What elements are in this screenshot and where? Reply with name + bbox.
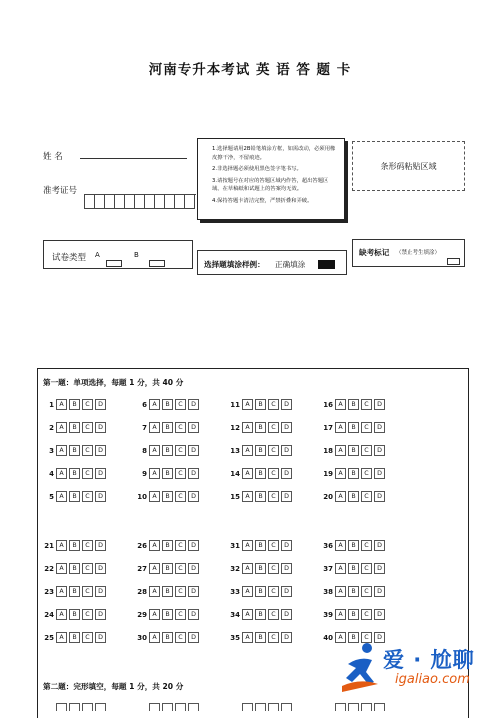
- question-row-partial: [228, 703, 294, 711]
- question-row: [228, 609, 294, 620]
- option-bubble-c[interactable]: C: [175, 491, 186, 502]
- option-bubble-d[interactable]: D: [374, 586, 385, 597]
- option-bubble-d[interactable]: D: [281, 468, 292, 479]
- option-bubble-d[interactable]: D: [95, 632, 106, 643]
- question-row: [228, 586, 294, 597]
- option-bubble-c[interactable]: C: [82, 563, 93, 574]
- option-bubble-d[interactable]: D: [374, 468, 385, 479]
- paper-type-a-label: A: [95, 251, 100, 259]
- option-bubble-a[interactable]: A: [335, 445, 346, 456]
- question-number: 28: [137, 587, 147, 596]
- question-row: [321, 609, 387, 620]
- question-row: [321, 399, 387, 410]
- question-row: [228, 445, 294, 456]
- option-bubble-a[interactable]: A: [149, 445, 160, 456]
- option-bubble-c[interactable]: C: [361, 491, 372, 502]
- option-bubble-a[interactable]: A: [242, 399, 253, 410]
- section2-title: 第二题：完形填空，每题 1 分，共 20 分: [43, 682, 184, 691]
- option-bubble-b[interactable]: B: [69, 540, 80, 551]
- option-bubble-a[interactable]: A: [335, 563, 346, 574]
- question-row: [135, 422, 201, 433]
- option-bubble-a[interactable]: A: [56, 632, 67, 643]
- section2-partial-row: [38, 703, 470, 711]
- option-bubble-b[interactable]: B: [255, 445, 266, 456]
- option-bubble-partial[interactable]: [188, 703, 199, 711]
- question-number: 22: [44, 564, 54, 573]
- option-bubble-c[interactable]: C: [268, 468, 279, 479]
- option-bubble-c[interactable]: C: [175, 609, 186, 620]
- option-bubble-c[interactable]: C: [175, 422, 186, 433]
- question-row: [135, 586, 201, 597]
- option-bubble-d[interactable]: D: [95, 563, 106, 574]
- barcode-label: 条形码粘贴区域: [380, 161, 437, 171]
- option-bubble-d[interactable]: D: [188, 563, 199, 574]
- option-bubble-b[interactable]: B: [255, 399, 266, 410]
- filled-sample-mark: [318, 260, 335, 269]
- option-bubble-c[interactable]: C: [268, 399, 279, 410]
- option-bubble-a[interactable]: A: [242, 563, 253, 574]
- option-bubble-d[interactable]: D: [95, 609, 106, 620]
- option-bubble-d[interactable]: D: [95, 422, 106, 433]
- question-number: 29: [137, 610, 147, 619]
- option-bubble-c[interactable]: C: [361, 468, 372, 479]
- question-number: 9: [142, 469, 147, 478]
- option-bubble-a[interactable]: A: [56, 445, 67, 456]
- option-bubble-partial[interactable]: [242, 703, 253, 711]
- question-number: 23: [44, 587, 54, 596]
- fill-sample-label: 选择题填涂样例：: [204, 260, 265, 269]
- option-bubble-c[interactable]: C: [361, 399, 372, 410]
- option-bubble-a[interactable]: A: [149, 468, 160, 479]
- option-bubble-partial[interactable]: [268, 703, 279, 711]
- option-bubble-a[interactable]: A: [56, 468, 67, 479]
- option-bubble-b[interactable]: B: [162, 632, 173, 643]
- fill-sample-value: 正确填涂: [275, 260, 306, 269]
- paper-type-label: 试卷类型: [52, 253, 87, 263]
- option-bubble-c[interactable]: C: [268, 563, 279, 574]
- instruction-item: 1.选择题请用2B铅笔填涂方框，如需改动，必须用橡皮擦干净，不留痕迹。: [212, 146, 336, 161]
- option-bubble-c[interactable]: C: [82, 422, 93, 433]
- option-bubble-c[interactable]: C: [175, 563, 186, 574]
- question-row-partial: [321, 703, 387, 711]
- question-row: [321, 445, 387, 456]
- option-bubble-c[interactable]: C: [361, 422, 372, 433]
- option-bubble-b[interactable]: B: [69, 609, 80, 620]
- option-bubble-b[interactable]: B: [255, 563, 266, 574]
- option-bubble-c[interactable]: C: [175, 540, 186, 551]
- question-number: 18: [323, 446, 333, 455]
- question-number: 35: [230, 633, 240, 642]
- page-title: 河南专升本考试 英 语 答 题 卡: [148, 62, 352, 78]
- option-bubble-a[interactable]: A: [56, 540, 67, 551]
- option-bubble-a[interactable]: A: [335, 632, 346, 643]
- option-bubble-b[interactable]: B: [69, 445, 80, 456]
- option-bubble-b[interactable]: B: [348, 445, 359, 456]
- question-number: 3: [49, 446, 54, 455]
- option-bubble-c[interactable]: C: [268, 445, 279, 456]
- question-row: [228, 422, 294, 433]
- instruction-item: 4.保持答题卡清洁完整，严禁折叠和弄破。: [212, 197, 313, 204]
- question-row: [321, 586, 387, 597]
- absent-mark-label: 缺考标记: [359, 248, 390, 257]
- question-number: 5: [49, 492, 54, 501]
- option-bubble-a[interactable]: A: [335, 586, 346, 597]
- option-bubble-c[interactable]: C: [175, 445, 186, 456]
- option-bubble-a[interactable]: A: [242, 540, 253, 551]
- option-bubble-d[interactable]: D: [188, 632, 199, 643]
- question-number: 39: [323, 610, 333, 619]
- option-bubble-d[interactable]: D: [188, 491, 199, 502]
- question-number: 1: [49, 400, 54, 409]
- option-bubble-c[interactable]: C: [175, 468, 186, 479]
- question-row: [321, 540, 387, 551]
- option-bubble-a[interactable]: A: [242, 468, 253, 479]
- question-row-partial: [42, 703, 108, 711]
- question-row: [42, 563, 108, 574]
- question-number: 40: [323, 633, 333, 642]
- option-bubble-d[interactable]: D: [374, 491, 385, 502]
- option-bubble-c[interactable]: C: [82, 632, 93, 643]
- question-row: [135, 399, 201, 410]
- option-bubble-a[interactable]: A: [335, 399, 346, 410]
- question-number: 24: [44, 610, 54, 619]
- question-number: 26: [137, 541, 147, 550]
- question-number: 17: [323, 423, 333, 432]
- option-bubble-d[interactable]: D: [374, 422, 385, 433]
- option-bubble-b[interactable]: B: [348, 609, 359, 620]
- option-bubble-d[interactable]: D: [95, 468, 106, 479]
- option-bubble-b[interactable]: B: [162, 399, 173, 410]
- question-number: 11: [230, 400, 240, 409]
- option-bubble-partial[interactable]: [361, 703, 372, 711]
- option-bubble-b[interactable]: B: [69, 491, 80, 502]
- question-number: 38: [323, 587, 333, 596]
- option-bubble-partial[interactable]: [149, 703, 160, 711]
- exam-number-boxes[interactable]: [84, 194, 196, 209]
- question-row: [135, 563, 201, 574]
- option-bubble-d[interactable]: D: [188, 422, 199, 433]
- option-bubble-b[interactable]: B: [255, 632, 266, 643]
- option-bubble-a[interactable]: A: [56, 491, 67, 502]
- option-bubble-c[interactable]: C: [268, 609, 279, 620]
- option-bubble-a[interactable]: A: [335, 609, 346, 620]
- question-row: [321, 422, 387, 433]
- option-bubble-c[interactable]: C: [175, 632, 186, 643]
- question-row: [228, 468, 294, 479]
- option-bubble-c[interactable]: C: [268, 491, 279, 502]
- option-bubble-a[interactable]: A: [242, 445, 253, 456]
- question-row: [228, 399, 294, 410]
- question-row: [321, 468, 387, 479]
- option-bubble-b[interactable]: B: [162, 491, 173, 502]
- question-row: [135, 609, 201, 620]
- instructions-box: [197, 138, 345, 220]
- question-number: 31: [230, 541, 240, 550]
- option-bubble-b[interactable]: B: [348, 540, 359, 551]
- paper-type-box: [43, 240, 193, 269]
- absent-mark-note: （禁止考生填涂）: [396, 250, 441, 256]
- question-number: 2: [49, 423, 54, 432]
- option-bubble-a[interactable]: A: [149, 586, 160, 597]
- paper-type-b-box[interactable]: [149, 260, 165, 267]
- option-bubble-d[interactable]: D: [95, 540, 106, 551]
- section1-title: 第一题：单项选择，每题 1 分，共 40 分: [43, 378, 184, 387]
- watermark-url: igaliao.com: [395, 672, 470, 687]
- option-bubble-a[interactable]: A: [242, 632, 253, 643]
- option-bubble-d[interactable]: D: [374, 609, 385, 620]
- option-bubble-a[interactable]: A: [56, 609, 67, 620]
- option-bubble-partial[interactable]: [162, 703, 173, 711]
- option-bubble-partial[interactable]: [95, 703, 106, 711]
- question-row: [228, 540, 294, 551]
- question-number: 36: [323, 541, 333, 550]
- option-bubble-c[interactable]: C: [82, 586, 93, 597]
- option-bubble-b[interactable]: B: [162, 422, 173, 433]
- question-row: [42, 445, 108, 456]
- option-bubble-b[interactable]: B: [255, 491, 266, 502]
- option-bubble-b[interactable]: B: [348, 399, 359, 410]
- option-bubble-partial[interactable]: [335, 703, 346, 711]
- option-bubble-b[interactable]: B: [162, 540, 173, 551]
- option-bubble-c[interactable]: C: [82, 399, 93, 410]
- option-bubble-a[interactable]: A: [56, 422, 67, 433]
- option-bubble-d[interactable]: D: [374, 445, 385, 456]
- option-bubble-b[interactable]: B: [69, 468, 80, 479]
- question-number: 13: [230, 446, 240, 455]
- watermark-text: 爱 · 尬聊: [383, 648, 475, 672]
- option-bubble-d[interactable]: D: [281, 586, 292, 597]
- option-bubble-d[interactable]: D: [188, 540, 199, 551]
- option-bubble-d[interactable]: D: [188, 586, 199, 597]
- option-bubble-b[interactable]: B: [348, 468, 359, 479]
- option-bubble-d[interactable]: D: [95, 491, 106, 502]
- option-bubble-a[interactable]: A: [335, 422, 346, 433]
- option-bubble-d[interactable]: D: [95, 399, 106, 410]
- option-bubble-b[interactable]: B: [162, 586, 173, 597]
- question-row-partial: [135, 703, 201, 711]
- option-bubble-d[interactable]: D: [281, 491, 292, 502]
- question-number: 16: [323, 400, 333, 409]
- option-bubble-partial[interactable]: [281, 703, 292, 711]
- option-bubble-a[interactable]: A: [242, 586, 253, 597]
- option-bubble-a[interactable]: A: [56, 586, 67, 597]
- option-bubble-partial[interactable]: [374, 703, 385, 711]
- question-number: 20: [323, 492, 333, 501]
- option-bubble-c[interactable]: C: [361, 540, 372, 551]
- option-bubble-d[interactable]: D: [188, 468, 199, 479]
- option-bubble-d[interactable]: D: [374, 540, 385, 551]
- option-bubble-c[interactable]: C: [268, 586, 279, 597]
- question-row: [135, 445, 201, 456]
- barcode-area: [352, 141, 465, 191]
- option-bubble-c[interactable]: C: [82, 540, 93, 551]
- option-bubble-a[interactable]: A: [56, 399, 67, 410]
- option-bubble-c[interactable]: C: [361, 609, 372, 620]
- option-bubble-a[interactable]: A: [149, 609, 160, 620]
- option-bubble-b[interactable]: B: [348, 586, 359, 597]
- option-bubble-a[interactable]: A: [242, 491, 253, 502]
- name-label: 姓 名: [43, 152, 63, 162]
- watermark-runner-icon: [340, 638, 380, 698]
- option-bubble-d[interactable]: D: [374, 632, 385, 643]
- question-number: 8: [142, 446, 147, 455]
- question-row: [42, 609, 108, 620]
- option-bubble-c[interactable]: C: [361, 632, 372, 643]
- question-row: [42, 422, 108, 433]
- question-number: 37: [323, 564, 333, 573]
- question-number: 12: [230, 423, 240, 432]
- question-row: [135, 468, 201, 479]
- option-bubble-b[interactable]: B: [348, 563, 359, 574]
- option-bubble-b[interactable]: B: [69, 586, 80, 597]
- question-number: 6: [142, 400, 147, 409]
- option-bubble-d[interactable]: D: [281, 445, 292, 456]
- question-number: 7: [142, 423, 147, 432]
- option-bubble-c[interactable]: C: [361, 563, 372, 574]
- question-number: 14: [230, 469, 240, 478]
- exam-number-label: 准考证号: [43, 186, 78, 196]
- option-bubble-partial[interactable]: [348, 703, 359, 711]
- option-bubble-b[interactable]: B: [348, 422, 359, 433]
- question-row: [228, 491, 294, 502]
- absent-mark-checkbox[interactable]: [447, 258, 460, 265]
- option-bubble-d[interactable]: D: [374, 563, 385, 574]
- option-bubble-partial[interactable]: [175, 703, 186, 711]
- option-bubble-c[interactable]: C: [361, 586, 372, 597]
- option-bubble-d[interactable]: D: [188, 609, 199, 620]
- question-number: 4: [49, 469, 54, 478]
- option-bubble-a[interactable]: A: [149, 563, 160, 574]
- option-bubble-b[interactable]: B: [69, 632, 80, 643]
- question-row: [42, 586, 108, 597]
- question-number: 34: [230, 610, 240, 619]
- question-number: 19: [323, 469, 333, 478]
- question-row: [228, 632, 294, 643]
- option-bubble-c[interactable]: C: [175, 586, 186, 597]
- paper-type-a-box[interactable]: [106, 260, 122, 267]
- option-bubble-partial[interactable]: [69, 703, 80, 711]
- option-bubble-d[interactable]: D: [281, 422, 292, 433]
- option-bubble-b[interactable]: B: [162, 445, 173, 456]
- instruction-item: 3.请按题号在对应的答题区域内作答，超出答题区域、在草稿纸和试题上的答案均无效。: [212, 177, 329, 192]
- option-bubble-a[interactable]: A: [56, 563, 67, 574]
- question-number: 32: [230, 564, 240, 573]
- option-bubble-d[interactable]: D: [281, 609, 292, 620]
- option-bubble-a[interactable]: A: [149, 422, 160, 433]
- question-number: 25: [44, 633, 54, 642]
- question-row: [321, 491, 387, 502]
- option-bubble-b[interactable]: B: [162, 563, 173, 574]
- option-bubble-a[interactable]: A: [335, 491, 346, 502]
- option-bubble-a[interactable]: A: [149, 632, 160, 643]
- option-bubble-a[interactable]: A: [242, 609, 253, 620]
- option-bubble-b[interactable]: B: [162, 609, 173, 620]
- option-bubble-a[interactable]: A: [149, 540, 160, 551]
- question-row: [42, 399, 108, 410]
- option-bubble-d[interactable]: D: [95, 445, 106, 456]
- option-bubble-c[interactable]: C: [82, 491, 93, 502]
- question-row: [42, 632, 108, 643]
- option-bubble-a[interactable]: A: [149, 491, 160, 502]
- option-bubble-b[interactable]: B: [255, 422, 266, 433]
- option-bubble-b[interactable]: B: [255, 468, 266, 479]
- option-bubble-b[interactable]: B: [348, 632, 359, 643]
- question-row: [228, 563, 294, 574]
- option-bubble-partial[interactable]: [56, 703, 67, 711]
- option-bubble-b[interactable]: B: [69, 422, 80, 433]
- option-bubble-a[interactable]: A: [335, 540, 346, 551]
- instruction-item: 2.非选择题必须使用黑色签字笔书写。: [212, 166, 302, 172]
- option-bubble-b[interactable]: B: [69, 563, 80, 574]
- option-bubble-d[interactable]: D: [281, 632, 292, 643]
- fill-sample-box: [197, 250, 347, 275]
- option-bubble-a[interactable]: A: [242, 422, 253, 433]
- option-bubble-d[interactable]: D: [188, 445, 199, 456]
- question-number: 15: [230, 492, 240, 501]
- option-bubble-c[interactable]: C: [175, 399, 186, 410]
- option-bubble-partial[interactable]: [82, 703, 93, 711]
- question-row: [42, 468, 108, 479]
- option-bubble-c[interactable]: C: [82, 445, 93, 456]
- option-bubble-d[interactable]: D: [281, 540, 292, 551]
- exam-digit-box[interactable]: [184, 194, 195, 209]
- question-number: 33: [230, 587, 240, 596]
- option-bubble-c[interactable]: C: [268, 632, 279, 643]
- option-bubble-b[interactable]: B: [69, 399, 80, 410]
- option-bubble-b[interactable]: B: [255, 540, 266, 551]
- option-bubble-d[interactable]: D: [374, 399, 385, 410]
- option-bubble-c[interactable]: C: [82, 609, 93, 620]
- question-number: 30: [137, 633, 147, 642]
- question-row: [42, 540, 108, 551]
- name-field[interactable]: [80, 149, 187, 159]
- option-bubble-d[interactable]: D: [281, 563, 292, 574]
- question-number: 27: [137, 564, 147, 573]
- option-bubble-a[interactable]: A: [149, 399, 160, 410]
- question-row: [135, 491, 201, 502]
- absent-mark-box: [352, 239, 465, 267]
- question-row: [321, 563, 387, 574]
- option-bubble-b[interactable]: B: [348, 491, 359, 502]
- option-bubble-b[interactable]: B: [162, 468, 173, 479]
- option-bubble-c[interactable]: C: [268, 540, 279, 551]
- option-bubble-partial[interactable]: [255, 703, 266, 711]
- option-bubble-d[interactable]: D: [188, 399, 199, 410]
- option-bubble-d[interactable]: D: [281, 399, 292, 410]
- option-bubble-d[interactable]: D: [95, 586, 106, 597]
- option-bubble-a[interactable]: A: [335, 468, 346, 479]
- question-row: [42, 491, 108, 502]
- question-row: [135, 540, 201, 551]
- option-bubble-b[interactable]: B: [255, 586, 266, 597]
- option-bubble-c[interactable]: C: [268, 422, 279, 433]
- option-bubble-c[interactable]: C: [82, 468, 93, 479]
- option-bubble-b[interactable]: B: [255, 609, 266, 620]
- option-bubble-c[interactable]: C: [361, 445, 372, 456]
- paper-type-b-label: B: [134, 251, 139, 259]
- question-row: [135, 632, 201, 643]
- question-number: 10: [137, 492, 147, 501]
- question-number: 21: [44, 541, 54, 550]
